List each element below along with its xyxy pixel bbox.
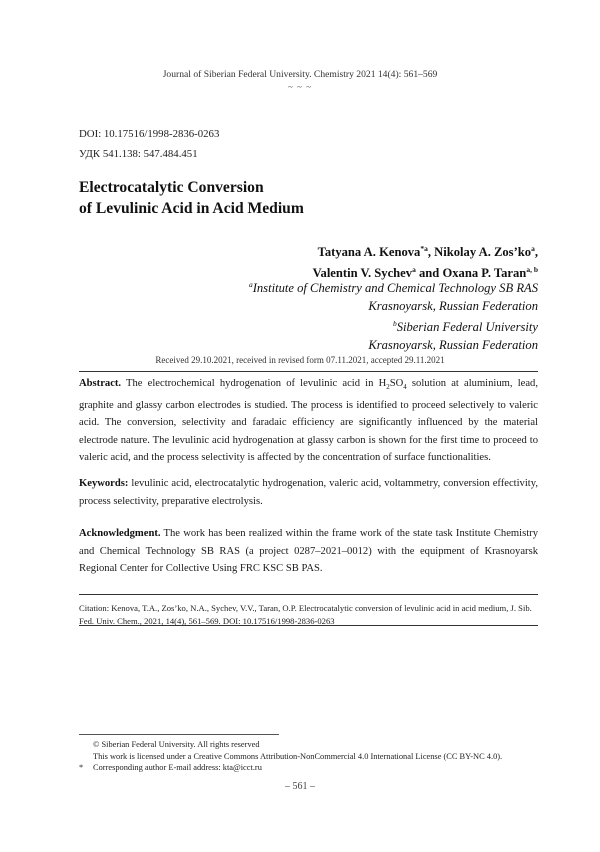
keywords: Keywords: levulinic acid, electrocatalytic hydrogenation, valeric acid, voltammetry, conversion effectivity, process selectivity, preparative electrolysis.	[79, 478, 538, 507]
doi: DOI: 10.17516/1998-2836-0263	[79, 128, 220, 140]
author-name: Oxana P. Taran	[442, 266, 527, 281]
journal-header: Journal of Siberian Federal University. Chemistry 2021 14(4): 561–569	[162, 69, 438, 80]
keywords-label: Keywords:	[79, 478, 129, 489]
footnote-license: This work is licensed under a Creative Commons Attribution-NonCommercial 4.0 International License (CC BY-NC 4.0).	[93, 751, 503, 761]
affiliation-location: Krasnoyarsk, Russian Federation	[368, 299, 538, 314]
divider	[79, 371, 538, 372]
affil-mark: a	[248, 280, 253, 289]
author-affil-mark: a	[412, 265, 416, 275]
footnotes	[79, 739, 549, 774]
divider	[79, 594, 538, 595]
footnote-rule	[79, 734, 279, 735]
udk-code: УДК 541.138: 547.484.451	[79, 148, 198, 160]
abstract: Abstract. The electrochemical hydrogenation of levulinic acid in $H_2SO_4$ solution at aluminium, lead, graphite and glassy carbon electrodes is studied. The process is identified to proceed selectively to valeric acid. The conversion, selectivity and faradaic efficiency are significantly influenced by the material electrode nature. The levulinic acid hydrogenation at glassy carbon is shown for the first time to proceed to valeric acid, and the process selectivity is affected by the concentration of surface functionalities.	[79, 378, 538, 464]
divider	[79, 625, 538, 626]
header-separator: ~ ~ ~	[287, 82, 313, 92]
citation: Citation: Kenova, T.A., Zos’ko, N.A., Sychev, V.V., Taran, O.P. Electrocatalytic conversion of levulinic acid in acid medium, J. Sib. Fed. Univ. Chem., 2021, 14(4), 561–569. DOI: 10.17516/1998-2836-0263	[79, 603, 532, 626]
abstract-label: Abstract.	[79, 378, 122, 389]
acknowledgment: Acknowledgment. The work has been realized within the frame work of the state task Institute Chemistry and Chemical Technology SB RAS (a project 0287–2021–0012) with the equipment of Krasnoyarsk Regional Center for Collective Using FRC KSC SB PAS.	[79, 528, 538, 575]
author-separator: ,	[427, 245, 435, 260]
acknowledgment-label: Acknowledgment.	[79, 528, 161, 539]
affiliations	[249, 276, 538, 354]
article-title-line-2: of Levulinic Acid in Acid Medium	[79, 200, 304, 217]
footnote-corresponding: * Corresponding author E-mail address: kta@icct.ru	[79, 763, 262, 772]
author-affil-mark: a	[531, 244, 535, 253]
author-name: Tatyana A. Kenova	[317, 245, 421, 260]
author-separator: and	[415, 266, 443, 281]
affiliation-name: $^b$Siberian Federal University	[392, 319, 538, 335]
asterisk-mark: *	[79, 763, 84, 772]
affil-mark: b	[392, 319, 397, 329]
page-number: – 561 –	[285, 781, 315, 792]
affiliation-name: $^a$Institute of Chemistry and Chemical Technology SB RAS	[248, 280, 538, 296]
author-separator: ,	[534, 245, 538, 260]
footnote-copyright: © Siberian Federal University. All rights reserved	[93, 740, 260, 749]
article-title	[79, 177, 304, 219]
author-affil-mark: a, b	[526, 265, 538, 275]
received-dates: Received 29.10.2021, received in revised form 07.11.2021, accepted 29.11.2021	[155, 355, 445, 365]
article-title-line-1: Electrocatalytic Conversion	[79, 179, 264, 196]
author-affil-mark: *a	[420, 244, 428, 253]
author-name: Nikolay A. Zos’ko	[434, 245, 532, 260]
affiliation-location: Krasnoyarsk, Russian Federation	[368, 338, 538, 353]
author-name: Valentin V. Sychev	[312, 266, 413, 281]
authors-line-1	[313, 240, 538, 261]
